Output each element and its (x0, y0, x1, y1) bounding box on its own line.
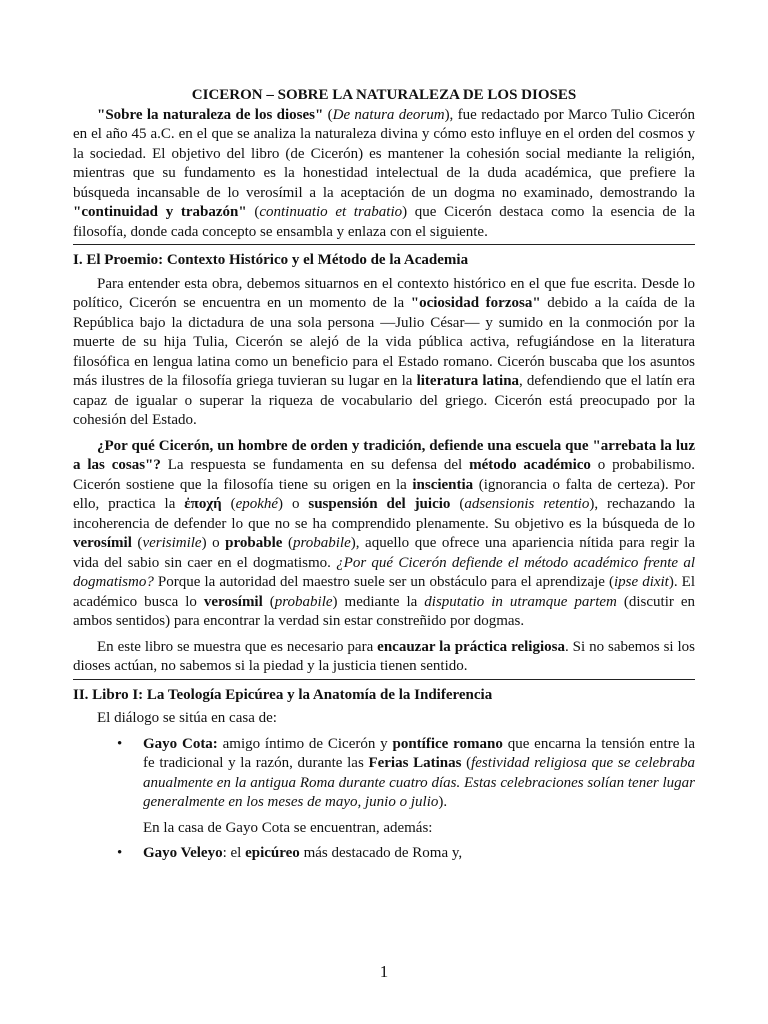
latin-phrase: continuatio et trabatio (259, 204, 403, 220)
bold-phrase: probable (225, 535, 283, 551)
bold-phrase: pontífice romano (392, 735, 503, 752)
list-item (73, 735, 695, 813)
text-span: o probabilismo. Cicerón sostiene que la filosofía tiene su origen en la (73, 457, 696, 493)
bullet-icon: • (117, 735, 123, 752)
text-span: ). (438, 794, 448, 810)
section-divider (73, 244, 695, 245)
intro-latin-title: De natura deorum (332, 106, 445, 123)
text-span: ( (221, 496, 236, 512)
text-span: Para entender esta obra, debemos situarnos en el contexto histórico en el que fue escrita. Desde lo político, Cicerón se encuentra en un momento de la (73, 275, 695, 311)
bold-phrase: Gayo Cota: (143, 735, 218, 752)
bold-phrase: método académico (469, 457, 591, 473)
list-continuation: En la casa de Gayo Cota se encuentran, además: (143, 819, 433, 836)
text-span: ( (450, 496, 465, 512)
bold-question: ¿Por qué Cicerón, un hombre de orden y tradición, defiende una escuela que "arrebata la luz a las cosas"? (73, 437, 695, 473)
text-span: : el (222, 845, 246, 861)
text-span: (discutir en ambos sentidos) para encontrar la verdad sin estar constreñido por dogmas. (73, 593, 695, 629)
text-span: ), aquello que ofrece una apariencia nítida para regir la vida del sabio sin caer en el dogmatismo. (73, 535, 696, 571)
intro-bold-title: "Sobre la naturaleza de los dioses" (97, 106, 324, 123)
text-span: ) o (201, 535, 226, 551)
section2-lead: El diálogo se sitúa en casa de: (97, 710, 277, 726)
text-span: ( (246, 204, 260, 220)
greek-term: ἐποχή (184, 496, 222, 512)
text-span: . Si no sabemos si los dioses actúan, no sabemos si la piedad y la justicia tienen sentido. (73, 638, 695, 674)
italic-term: adsensionis retentio (464, 496, 590, 512)
text-span: amigo íntimo de Cicerón y (217, 735, 393, 752)
bold-phrase: encauzar la práctica religiosa (377, 638, 565, 655)
document-title: CICERON – SOBRE LA NATURALEZA DE LOS DIOSES (191, 87, 577, 103)
list-item (73, 844, 695, 864)
italic-term: verisimile (142, 535, 202, 551)
section1-paragraph-1 (73, 275, 695, 431)
bold-phrase: Gayo Veleyo (143, 845, 223, 861)
text-span: En este libro se muestra que es necesario para (97, 638, 378, 655)
bold-phrase: "ociosidad forzosa" (410, 295, 541, 311)
text-span: ( (131, 535, 143, 551)
section-heading-2: II. Libro I: La Teología Epicúrea y la Anatomía de la Indiferencia (73, 686, 493, 703)
section-divider (73, 679, 695, 680)
bold-phrase: epicúreo (245, 845, 300, 861)
text-span: ( (262, 593, 275, 610)
text-span: ), fue redactado por Marco Tulio Cicerón en el año 45 a.C. en el que se analiza la naturaleza divina y cómo esto influye en el orden del cosmos y la sociedad. El objetivo del libro (de Cicerón) es mantener la cohesión social mediante la religión, mientras que su fundamento es la honestidad intelectual de la duda académica, que prefiere la búsqueda incansable de lo verosímil a la aceptación de un dogma no examinado, demostrando la (73, 106, 695, 201)
bold-phrase: "continuidad y trabazón" (73, 204, 247, 220)
text-span: más destacado de Roma y, (299, 845, 463, 861)
bold-phrase: verosímil (73, 535, 132, 551)
bold-phrase: verosímil (203, 593, 263, 610)
bold-phrase: inscientia (412, 476, 474, 493)
italic-term: epokhé (235, 496, 279, 512)
italic-term: disputatio in utramque partem (424, 593, 617, 610)
text-span: La respuesta se fundamenta en su defensa del (160, 457, 470, 473)
italic-term: probabile (292, 535, 351, 551)
participants-list (73, 735, 695, 813)
page-number: 1 (379, 962, 389, 981)
text-span: ) o (278, 496, 309, 512)
text-span: ) mediante la (332, 593, 425, 610)
document-page (73, 86, 695, 864)
bold-phrase: suspensión del juicio (308, 496, 451, 512)
intro-paragraph (73, 106, 695, 243)
text-span: (ignorancia o falta de certeza). Por ello, practica la (73, 476, 695, 512)
bold-phrase: Ferias Latinas (368, 755, 462, 771)
section1-paragraph-3 (73, 638, 695, 677)
text-span: debido a la caída de la República bajo la dictadura de una sola persona —Julio César— y sumido en la conmoción por la muerte de su hija Tulia, Cicerón se alejó de la vida pública activa, refugiándose en la literatura filosófica en lengua latina como un beneficio para el Estado romano. Cicerón buscaba que los asuntos más ilustres de la filosofía griega tuvieran su lugar en la (73, 295, 695, 389)
bold-phrase: literatura latina (416, 373, 520, 389)
section1-paragraph-2 (73, 437, 695, 632)
text-span: ( (461, 755, 472, 771)
text-span: que encarna la tensión entre la fe tradicional y la razón, durante las (143, 735, 695, 771)
bullet-icon: • (117, 845, 123, 861)
italic-question: ¿Por qué Cicerón defiende el método académico frente al dogmatismo? (73, 554, 695, 590)
text-span: ( (323, 106, 333, 123)
italic-term: probabile (274, 593, 333, 610)
text-span: ( (282, 535, 293, 551)
text-span: ). El académico busca lo (73, 574, 695, 610)
section-heading-1: I. El Proemio: Contexto Histórico y el Método de la Academia (73, 252, 469, 268)
text-span: ) que Cicerón destaca como la esencia de la filosofía, donde cada concepto se ensambla y enlaza con el siguiente. (73, 204, 695, 240)
text-span: ), rechazando la incoherencia de defender lo que no se ha comprendido plenamente. Su objetivo es la búsqueda de lo (73, 496, 695, 532)
italic-term: ipse dixit (613, 574, 669, 590)
text-span: Porque la autoridad del maestro suele ser un obstáculo para el aprendizaje ( (153, 574, 614, 590)
participants-list-2 (73, 844, 695, 864)
italic-note: festividad religiosa que se celebraba anualmente en la antigua Roma durante cuatro días. Estas celebraciones solían tener lugar generalmente en los meses de mayo, junio o julio (143, 755, 695, 810)
text-span: , defendiendo que el latín era capaz de igualar o superar la riqueza de vocabulario del griego. Cicerón está preocupado por la cohesión del Estado. (73, 373, 695, 428)
